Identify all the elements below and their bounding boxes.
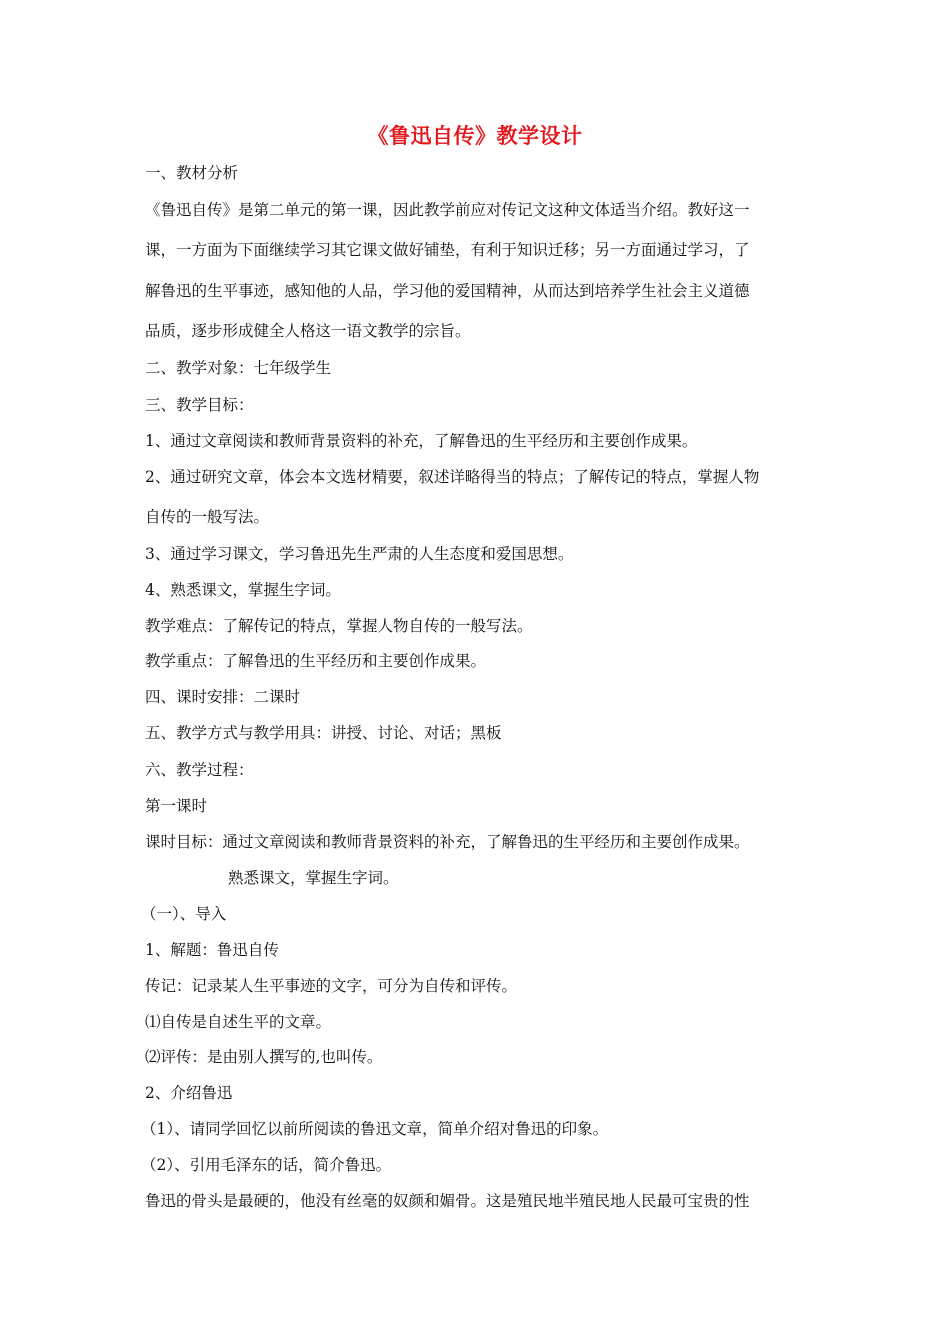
section-heading-audience: 二、教学对象：七年级学生	[145, 359, 332, 377]
document-title: 《鲁迅自传》教学设计	[367, 124, 583, 148]
lesson-heading: 第一课时	[145, 797, 208, 815]
quote-line: 鲁迅的骨头是最硬的，他没有丝毫的奴颜和媚骨。这是殖民地半殖民地人民最可宝贵的性	[145, 1192, 750, 1210]
intro-subitem: （2）、引用毛泽东的话，简介鲁迅。	[141, 1156, 392, 1174]
intro-item: 1、解题：鲁迅自传	[145, 941, 279, 959]
lesson-goal-continued: 熟悉课文，掌握生字词。	[228, 869, 399, 887]
section-heading-schedule: 四、课时安排：二课时	[145, 688, 301, 706]
paragraph-line: 《鲁迅自传》是第二单元的第一课，因此教学前应对传记文这种文体适当介绍。教好这一	[145, 201, 750, 219]
definition-line: 传记：记录某人生平事迹的文字，可分为自传和评传。	[145, 977, 518, 995]
lesson-goal: 课时目标：通过文章阅读和教师背景资料的补充，了解鲁迅的生平经历和主要创作成果。	[145, 833, 750, 851]
paragraph-line: 课，一方面为下面继续学习其它课文做好铺垫，有利于知识迁移；另一方面通过学习，了	[145, 241, 750, 259]
objective-item: 4、熟悉课文，掌握生字词。	[145, 581, 341, 599]
section-heading-methods: 五、教学方式与教学用具：讲授、讨论、对话；黑板	[145, 724, 502, 742]
section-heading-analysis: 一、教材分析	[145, 164, 239, 182]
objective-item: 2、通过研究文章，体会本文选材精要，叙述详略得当的特点；了解传记的特点，掌握人物	[145, 468, 760, 486]
section-heading-objectives: 三、教学目标：	[145, 396, 254, 414]
difficulty-point: 教学难点：了解传记的特点，掌握人物自传的一般写法。	[145, 617, 533, 635]
subsection-heading-intro: （一）、导入	[141, 905, 227, 923]
definition-item: ⑴自传是自述生平的文章。	[145, 1013, 332, 1031]
intro-item: 2、介绍鲁迅	[145, 1084, 233, 1102]
intro-subitem: （1）、请同学回忆以前所阅读的鲁迅文章，简单介绍对鲁迅的印象。	[141, 1120, 609, 1138]
objective-item-continued: 自传的一般写法。	[145, 508, 270, 526]
objective-item: 3、通过学习课文，学习鲁迅先生严肃的人生态度和爱国思想。	[145, 545, 574, 563]
key-point: 教学重点：了解鲁迅的生平经历和主要创作成果。	[145, 652, 487, 670]
paragraph-line: 品质，逐步形成健全人格这一语文教学的宗旨。	[145, 322, 471, 340]
definition-item: ⑵评传：是由别人撰写的,也叫传。	[145, 1048, 383, 1066]
section-heading-process: 六、教学过程：	[145, 761, 254, 779]
objective-item: 1、通过文章阅读和教师背景资料的补充，了解鲁迅的生平经历和主要创作成果。	[145, 432, 698, 450]
paragraph-line: 解鲁迅的生平事迹，感知他的人品，学习他的爱国精神，从而达到培养学生社会主义道德	[145, 282, 750, 300]
